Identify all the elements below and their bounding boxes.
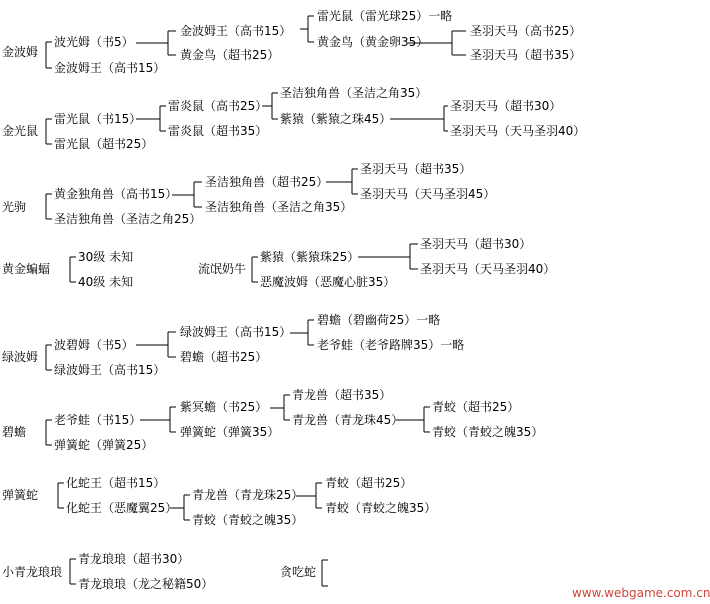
node-label: 雷炎鼠（高书25） [168, 99, 268, 113]
node-label: 弹簧蛇 [2, 488, 39, 502]
node-label: 圣羽天马（天马圣羽40） [450, 124, 586, 138]
node-label: 绿波姆王（高书15） [180, 325, 292, 339]
node-label: 光驹 [2, 200, 27, 214]
node-label: 圣羽天马（天马圣羽40） [420, 262, 556, 276]
node-label: 圣羽天马（超书35） [360, 162, 472, 176]
node-label: 雷光鼠（超书25） [54, 137, 154, 151]
node-label: 40级 未知 [78, 275, 134, 289]
node-label: 圣洁独角兽（圣洁之角35） [280, 86, 428, 100]
node-label: 黄金蝙蝠 [2, 262, 51, 276]
node-label: 金波姆王（高书15） [180, 24, 292, 38]
node-label: 青龙兽（超书35） [292, 388, 392, 402]
node-label: 老爷蛙（老爷路牌35）一略 [317, 338, 465, 352]
node-label: 30级 未知 [78, 250, 134, 264]
node-label: 紫猿（紫猿之珠45） [280, 112, 392, 126]
node-label: 圣洁独角兽（圣洁之角25） [54, 212, 202, 226]
node-label: 弹簧蛇（弹簧25） [54, 438, 154, 452]
node-label: 紫冥蟾（书25） [180, 400, 268, 414]
node-label: 绿波姆王（高书15） [54, 363, 166, 377]
node-label: 波碧姆（书5） [54, 338, 134, 352]
node-label: 流氓奶牛 [198, 262, 247, 276]
node-label: 化蛇王（恶魔翼25） [66, 501, 178, 515]
node-label: 青蛟（青蛟之魄35） [432, 425, 544, 439]
node-label: 黄金鸟（黄金卵35） [317, 35, 429, 49]
node-label: 圣洁独角兽（超书25） [205, 175, 329, 189]
node-label: 圣羽天马（超书30） [420, 237, 532, 251]
node-label: 金波姆 [2, 45, 39, 59]
node-label: 紫猿（紫猿珠25） [260, 250, 360, 264]
node-label: 雷光鼠（雷光球25）一略 [317, 9, 453, 23]
node-label: 圣羽天马（超书35） [470, 48, 582, 62]
node-label: 小青龙琅琅 [2, 565, 63, 579]
node-label: 青龙琅琅（超书30） [78, 552, 190, 566]
node-label: 恶魔波姆（恶魔心脏35） [260, 275, 396, 289]
node-label: 化蛇王（超书15） [66, 476, 166, 490]
node-label: 碧蟾（超书25） [180, 350, 268, 364]
node-label: 黄金独角兽（高书15） [54, 187, 178, 201]
node-label: 金波姆王（高书15） [54, 61, 166, 75]
node-label: 贪吃蛇 [280, 565, 317, 579]
node-label: 青蛟（青蛟之魄35） [192, 513, 304, 527]
node-label: 青龙兽（青龙珠25） [192, 488, 304, 502]
node-label: 弹簧蛇（弹簧35） [180, 425, 280, 439]
node-label: 碧蟾（碧幽荷25）一略 [317, 313, 441, 327]
node-label: 绿波姆 [2, 350, 39, 364]
node-label: 青蛟（超书25） [325, 476, 413, 490]
node-label: 圣羽天马（天马圣羽45） [360, 187, 496, 201]
site-watermark: www.webgame.com.cn [572, 586, 710, 600]
node-label: 碧蟾 [2, 425, 27, 439]
node-label: 雷光鼠（书15） [54, 112, 142, 126]
node-label: 波光姆（书5） [54, 35, 134, 49]
node-label: 雷炎鼠（超书35） [168, 124, 268, 138]
node-label: 青龙琅琅（龙之秘籍50） [78, 577, 214, 591]
node-label: 金光鼠 [2, 124, 39, 138]
node-label: 青龙兽（青龙珠45） [292, 413, 404, 427]
node-label: 青蛟（青蛟之魄35） [325, 501, 437, 515]
node-label: 黄金鸟（超书25） [180, 48, 280, 62]
node-label: 圣羽天马（超书30） [450, 99, 562, 113]
node-label: 老爷蛙（书15） [54, 413, 142, 427]
node-label: 青蛟（超书25） [432, 400, 520, 414]
node-label: 圣羽天马（高书25） [470, 24, 582, 38]
node-label: 圣洁独角兽（圣洁之角35） [205, 200, 353, 214]
